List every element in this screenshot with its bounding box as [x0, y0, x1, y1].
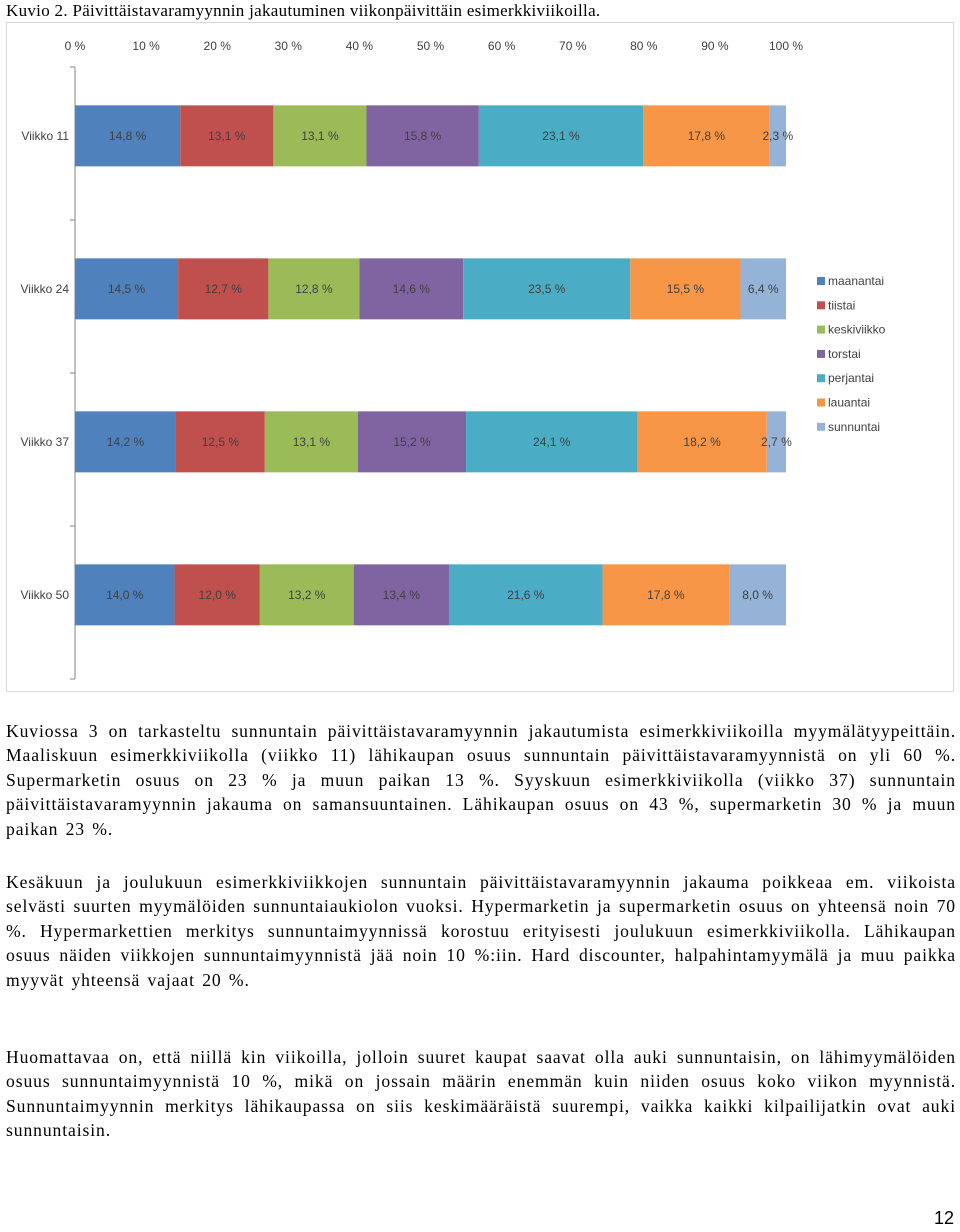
figure-caption: Kuvio 2. Päivittäistavaramyynnin jakautuminen viikonpäivittäin esimerkkiviikoilla. [6, 1, 601, 20]
data-label: 8,0 % [742, 587, 773, 602]
legend-swatch-sunnuntai [817, 423, 825, 431]
category-label: Viikko 11 [21, 128, 69, 143]
data-label: 13,4 % [382, 587, 421, 602]
legend-label: keskiviikko [828, 322, 886, 337]
legend-swatch-lauantai [817, 399, 825, 407]
data-label: 21,6 % [507, 587, 545, 602]
legend-swatch-torstai [817, 350, 825, 358]
x-tick-label: 0 % [64, 39, 86, 53]
data-label: 23,5 % [528, 281, 566, 296]
legend-label: lauantai [828, 395, 871, 410]
legend-label: torstai [828, 346, 861, 361]
x-tick-label: 50 % [416, 39, 445, 53]
legend-swatch-perjantai [817, 374, 825, 382]
data-label: 12,0 % [198, 587, 236, 602]
data-label: 2,3 % [762, 128, 794, 143]
x-tick-label: 30 % [274, 39, 302, 53]
legend-label: tiistai [828, 298, 856, 313]
data-label: 12,8 % [295, 281, 333, 296]
data-label: 12,5 % [201, 434, 240, 449]
data-label: 23,1 % [542, 128, 580, 143]
legend-swatch-keskiviikko [817, 326, 825, 334]
data-label: 14,2 % [106, 434, 145, 449]
paragraph-3: Huomattavaa on, että niillä kin viikoilla, jolloin suuret kaupat saavat olla auki sunnuntaisin, on lähimyymälöiden osuus sunnuntaimyynnistä 10 %, mikä on jossain määrin enemmän kuin niiden osuus koko viikon myynnistä. Sunnuntaimyynnin merkitys lähikaupassa on siis keskimääräistä suurempi, vaikka kaikki kilpailijatkin ovat auki sunnuntaisin. [6, 1047, 956, 1141]
data-label: 14,8 % [108, 128, 147, 143]
data-label: 2,7 % [761, 434, 792, 449]
data-label: 6,4 % [747, 281, 779, 296]
x-tick-label: 80 % [630, 39, 658, 53]
chart-frame [6, 22, 954, 692]
x-tick-label: 70 % [559, 39, 587, 53]
data-label: 14,5 % [107, 281, 146, 296]
category-label: Viikko 50 [20, 587, 69, 602]
data-label: 17,8 % [687, 128, 726, 143]
data-label: 13,1 % [292, 434, 331, 449]
data-label: 13,1 % [301, 128, 339, 143]
data-label: 13,2 % [288, 587, 326, 602]
data-label: 12,7 % [204, 281, 242, 296]
x-tick-label: 90 % [701, 39, 729, 53]
legend-swatch-maanantai [817, 277, 825, 285]
x-tick-label: 10 % [132, 39, 160, 53]
paragraph-1: Kuviossa 3 on tarkasteltu sunnuntain päivittäistavaramyynnin jakautumista esimerkkiviikoilla myymälätyypeittäin. Maaliskuun esimerkkiviikolla (viikko 11) lähikaupan osuus sunnuntain päivittäistavaramyynnistä on yli 60 %. Supermarketin osuus on 23 % ja muun paikan 13 %. Syyskuun esimerkkiviikolla (viikko 37) sunnuntain päivittäistavaramyynnin jakauma on samansuuntainen. Lähikaupan osuus on 43 %, supermarketin 30 % ja muun paikan 23 %. [6, 721, 956, 839]
legend-label: maanantai [828, 274, 885, 288]
x-tick-label: 60 % [487, 39, 516, 53]
data-label: 14,6 % [392, 281, 430, 296]
legend-label: sunnuntai [828, 419, 881, 434]
page-number: 12 [933, 1208, 954, 1228]
category-label: Viikko 24 [20, 281, 69, 296]
stacked-bar-chart [7, 23, 953, 691]
data-label: 15,8 % [403, 128, 442, 143]
data-label: 18,2 % [683, 434, 721, 449]
paragraph-2: Kesäkuun ja joulukuun esimerkkiviikkojen sunnuntain päivittäistavaramyynnin jakauma poikkeaa em. viikoista selvästi suurten myymälöiden sunnuntaiaukiolon vuoksi. Hypermarketin ja supermarketin osuus on yhteensä noin 70 %. Hypermarkettien merkitys sunnuntaimyynnissä korostuu erityisesti joulukuun esimerkkiviikolla. Lähikaupan osuus näiden viikkojen sunnuntaimyynnistä jää noin 10 %:iin. Hard discounter, halpahintamyymälä ja muu paikka myyvät yhteensä vajaat 20 %. [6, 872, 956, 990]
category-label: Viikko 37 [20, 434, 69, 449]
x-tick-label: 20 % [203, 39, 231, 53]
data-label: 14,0 % [106, 587, 144, 602]
data-label: 17,8 % [647, 587, 685, 602]
x-tick-label: 100 % [768, 39, 804, 53]
legend-swatch-tiistai [817, 301, 825, 309]
data-label: 24,1 % [533, 434, 571, 449]
data-label: 13,1 % [208, 128, 246, 143]
data-label: 15,2 % [393, 434, 431, 449]
legend-label: perjantai [828, 371, 875, 386]
x-tick-label: 40 % [345, 39, 374, 53]
data-label: 15,5 % [666, 281, 705, 296]
